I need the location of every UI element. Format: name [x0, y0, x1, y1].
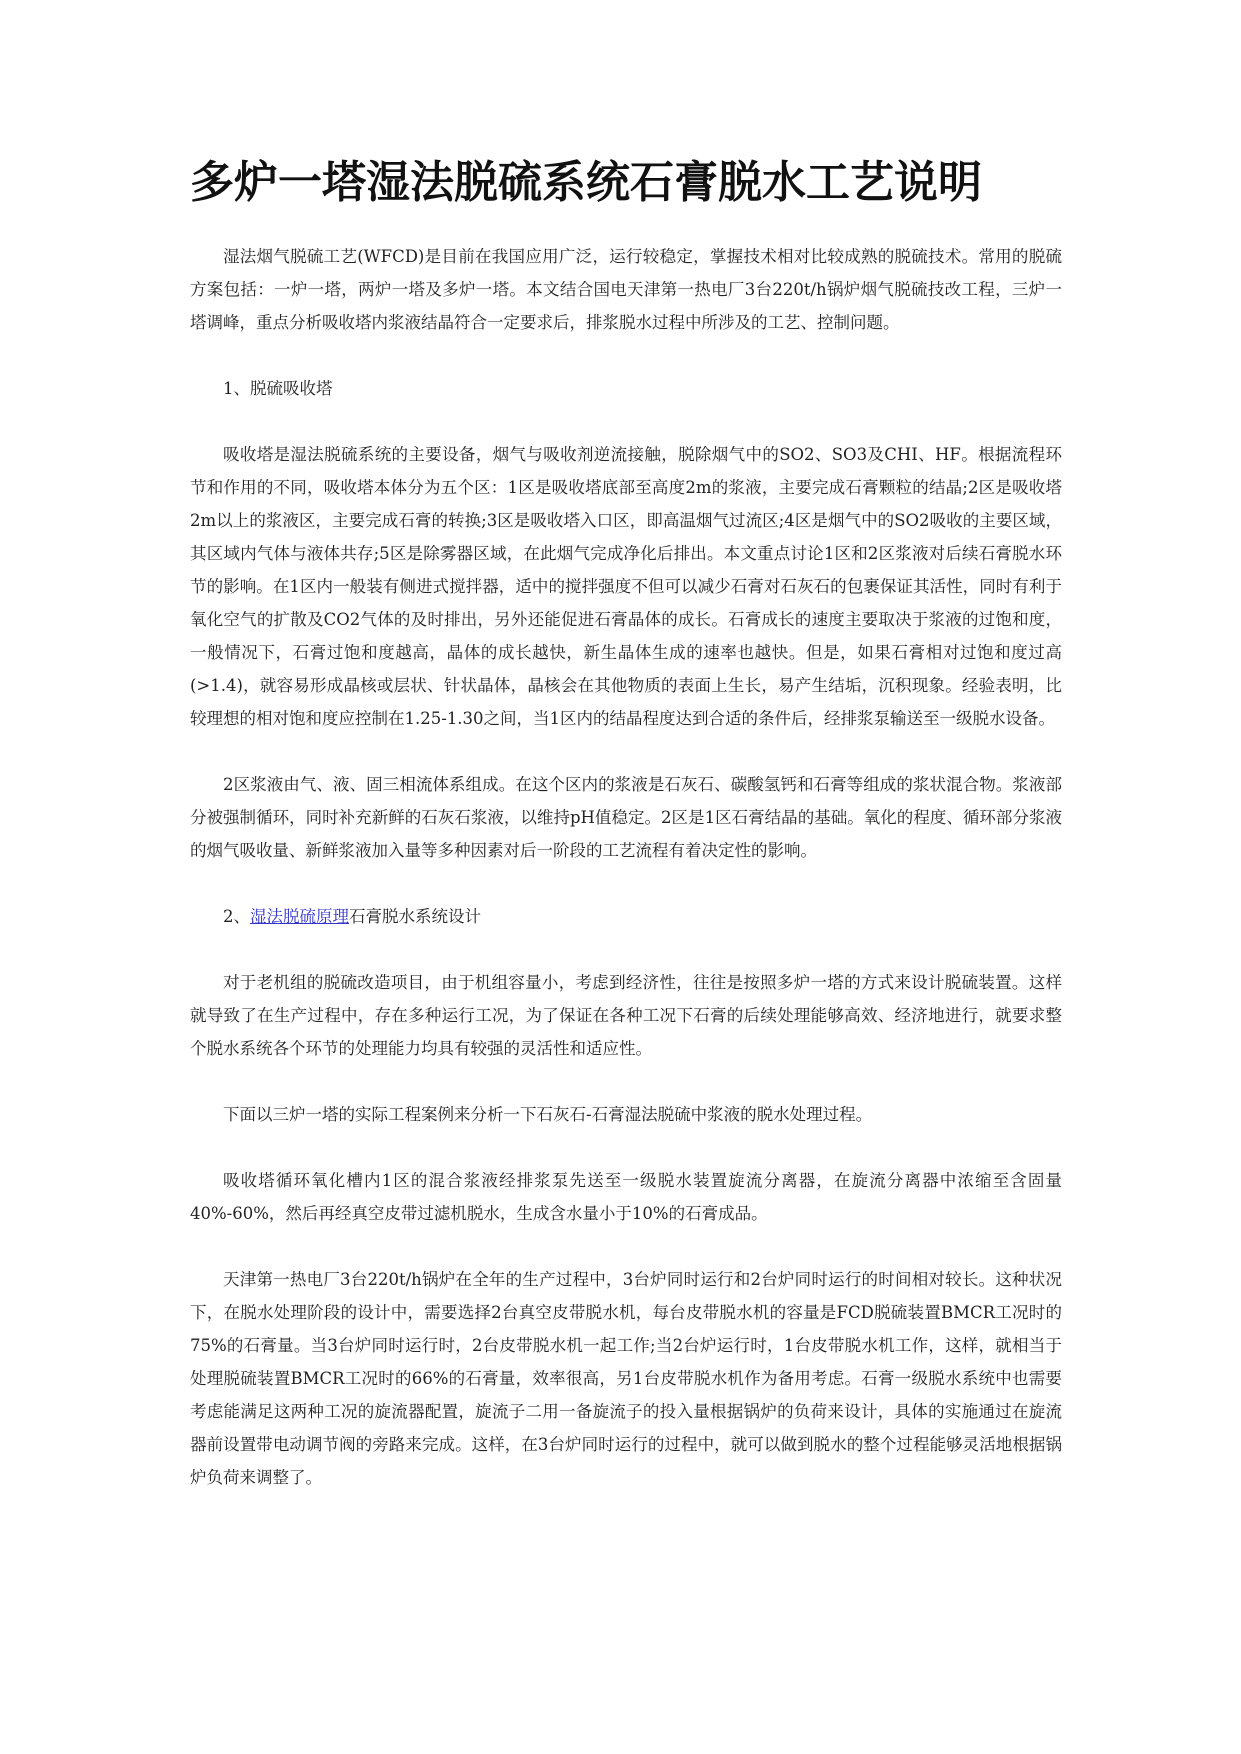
section-heading-2-prefix: 2、	[223, 907, 250, 926]
document-page	[190, 150, 1062, 1527]
section-heading-1: 1、脱硫吸收塔	[223, 379, 333, 398]
intro-paragraph: 湿法烟气脱硫工艺(WFCD)是目前在我国应用广泛，运行较稳定，掌握技术相对比较成熟的脱硫技术。常用的脱硫方案包括：一炉一塔，两炉一塔及多炉一塔。本文结合国电天津第一热电厂3台220t/h锅炉烟气脱硫技改工程，三炉一塔调峰，重点分析吸收塔内浆液结晶符合一定要求后，排浆脱水过程中所涉及的工艺、控制问题。	[190, 247, 1062, 332]
retrofit-paragraph: 对于老机组的脱硫改造项目，由于机组容量小，考虑到经济性，往往是按照多炉一塔的方式来设计脱硫装置。这样就导致了在生产过程中，存在多种运行工况，为了保证在各种工况下石膏的后续处理能够高效、经济地进行，就要求整个脱水系统各个环节的处理能力均具有较强的灵活性和适应性。	[190, 973, 1062, 1058]
case-intro-paragraph: 下面以三炉一塔的实际工程案例来分析一下石灰石-石膏湿法脱硫中浆液的脱水处理过程。	[223, 1105, 873, 1124]
tianjin-case-paragraph: 天津第一热电厂3台220t/h锅炉在全年的生产过程中，3台炉同时运行和2台炉同时运行的时间相对较长。这种状况下，在脱水处理阶段的设计中，需要选择2台真空皮带脱水机，每台皮带脱水机的容量是FCD脱硫装置BMCR工况时的75%的石膏量。当3台炉同时运行时，2台皮带脱水机一起工作;当2台炉运行时，1台皮带脱水机工作，这样，就相当于处理脱硫装置BMCR工况时的66%的石膏量，效率很高，另1台皮带脱水机作为备用考虑。石膏一级脱水系统中也需要考虑能满足这两种工况的旋流器配置，旋流子二用一备旋流子的投入量根据锅炉的负荷来设计，具体的实施通过在旋流器前设置带电动调节阀的旁路来完成。这样，在3台炉同时运行的过程中，就可以做到脱水的整个过程能够灵活地根据锅炉负荷来调整了。	[190, 1270, 1062, 1487]
absorber-paragraph: 吸收塔是湿法脱硫系统的主要设备，烟气与吸收剂逆流接触，脱除烟气中的SO2、SO3及CHI、HF。根据流程环节和作用的不同，吸收塔本体分为五个区：1区是吸收塔底部至高度2m的浆液，主要完成石膏颗粒的结晶;2区是吸收塔2m以上的浆液区，主要完成石膏的转换;3区是吸收塔入口区，即高温烟气过流区;4区是烟气中的SO2吸收的主要区域，其区域内气体与液体共存;5区是除雾器区域，在此烟气完成净化后排出。本文重点讨论1区和2区浆液对后续石膏脱水环节的影响。在1区内一般装有侧进式搅拌器，适中的搅拌强度不但可以减少石膏对石灰石的包裹保证其活性，同时有利于氧化空气的扩散及CO2气体的及时排出，另外还能促进石膏晶体的成长。石膏成长的速度主要取决于浆液的过饱和度，一般情况下，石膏过饱和度越高，晶体的成长越快，新生晶体生成的速率也越快。但是，如果石膏相对过饱和度过高(>1.4)，就容易形成晶核或层状、针状晶体，晶核会在其他物质的表面上生长，易产生结垢，沉积现象。经验表明，比较理想的相对饱和度应控制在1.25-1.30之间，当1区内的结晶程度达到合适的条件后，经排浆泵输送至一级脱水设备。	[190, 445, 1062, 728]
section-heading-2	[190, 900, 1062, 933]
section-heading-2-suffix: 石膏脱水系统设计	[349, 907, 481, 926]
slurry-process-paragraph: 吸收塔循环氧化槽内1区的混合浆液经排浆泵先送至一级脱水装置旋流分离器，在旋流分离器中浓缩至含固量40%-60%，然后再经真空皮带过滤机脱水，生成含水量小于10%的石膏成品。	[190, 1171, 1062, 1223]
zone2-paragraph: 2区浆液由气、液、固三相流体系组成。在这个区内的浆液是石灰石、碳酸氢钙和石膏等组成的浆状混合物。浆液部分被强制循环，同时补充新鲜的石灰石浆液，以维持pH值稳定。2区是1区石膏结晶的基础。氧化的程度、循环部分浆液的烟气吸收量、新鲜浆液加入量等多种因素对后一阶段的工艺流程有着决定性的影响。	[190, 775, 1062, 860]
document-title: 多炉一塔湿法脱硫系统石膏脱水工艺说明	[190, 157, 982, 208]
wet-desulfurization-principle-link[interactable]: 湿法脱硫原理	[250, 907, 349, 926]
